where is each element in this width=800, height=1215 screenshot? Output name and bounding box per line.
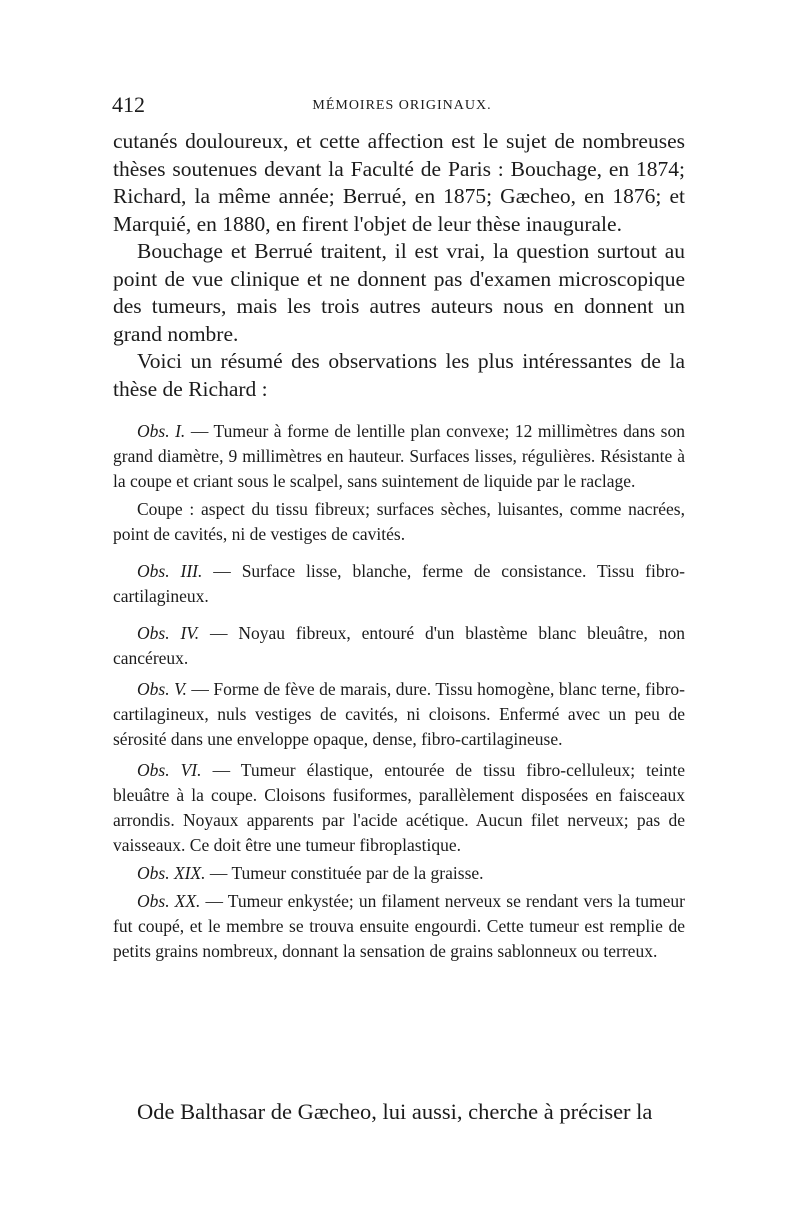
page-body — [113, 128, 685, 964]
observation — [113, 677, 685, 752]
observation-label: Obs. III. — [137, 561, 203, 581]
paragraph: Bouchage et Berrué traitent, il est vrai, la question surtout au point de vue clinique et ne donnent pas d'examen microscopique des tumeurs, mais les trois autres auteurs nous en donnent un grand nombre. — [113, 239, 685, 346]
observation-text: — Tumeur à forme de lentille plan convexe; 12 millimètres dans son grand diamètre, 9 millimètres en hauteur. Surfaces lisses, régulières. Résistante à la coupe et criant sous le scalpel, sans suintement de liquide par le raclage. — [113, 421, 685, 491]
page-header — [112, 92, 692, 122]
paragraph: Voici un résumé des observations les plus intéressantes de la thèse de Richard : — [113, 349, 685, 401]
observation-label: Obs. VI. — [137, 760, 202, 780]
observation — [113, 889, 685, 964]
observation — [113, 419, 685, 494]
closing-line: Ode Balthasar de Gæcheo, lui aussi, cherche à préciser la — [137, 1099, 653, 1124]
observation-label: Obs. I. — [137, 421, 186, 441]
observation-text: — Tumeur élastique, entourée de tissu fibro-celluleux; teinte bleuâtre à la coupe. Cloisons fusiformes, parallèlement disposées en faisceaux arrondis. Noyaux apparents par l'acide acétique. Aucun filet nerveux; pas de vaisseaux. Ce doit être une tumeur fibroplastique. — [113, 760, 685, 855]
observation-label: Obs. V. — [137, 679, 187, 699]
observation-text: — Tumeur constituée par de la graisse. — [209, 863, 484, 883]
observation-label: Obs. IV. — [137, 623, 200, 643]
paragraph: cutanés douloureux, et cette affection est le sujet de nombreuses thèses soutenues devant la Faculté de Paris : Bouchage, en 1874; Richard, la même année; Berrué, en 1875; Gæcheo, en 1876; et Marquié, en 1880, en firent l'objet de leur thèse inaugurale. — [113, 129, 685, 236]
observation — [113, 861, 685, 886]
observation-text: — Noyau fibreux, entouré d'un blastème blanc bleuâtre, non cancéreux. — [113, 623, 685, 668]
observation — [113, 621, 685, 671]
observation — [113, 758, 685, 858]
page-number: 412 — [112, 92, 145, 117]
observation — [113, 497, 685, 547]
observation-label: Obs. XIX. — [137, 863, 206, 883]
observation-text: — Tumeur enkystée; un filament nerveux se rendant vers la tumeur fut coupé, et le membre se trouva ensuite engourdi. Cette tumeur est remplie de petits grains nombreux, donnant la sensation de grains sablonneux ou terreux. — [113, 891, 686, 961]
observation — [113, 559, 685, 609]
observation-text: Coupe : aspect du tissu fibreux; surfaces sèches, luisantes, comme nacrées, point de cavités, ni de vestiges de cavités. — [113, 499, 685, 544]
observation-text: — Forme de fève de marais, dure. Tissu homogène, blanc terne, fibro-cartilagineux, nuls vestiges de cavités, ni cloisons. Enfermé avec un peu de sérosité dans une enveloppe opaque, dense, fibro-cartilagineuse. — [113, 679, 686, 749]
observation-label: Obs. XX. — [137, 891, 201, 911]
observation-text: — Surface lisse, blanche, ferme de consistance. Tissu fibro-cartilagineux. — [113, 561, 686, 606]
running-title: MÉMOIRES ORIGINAUX. — [312, 98, 492, 113]
